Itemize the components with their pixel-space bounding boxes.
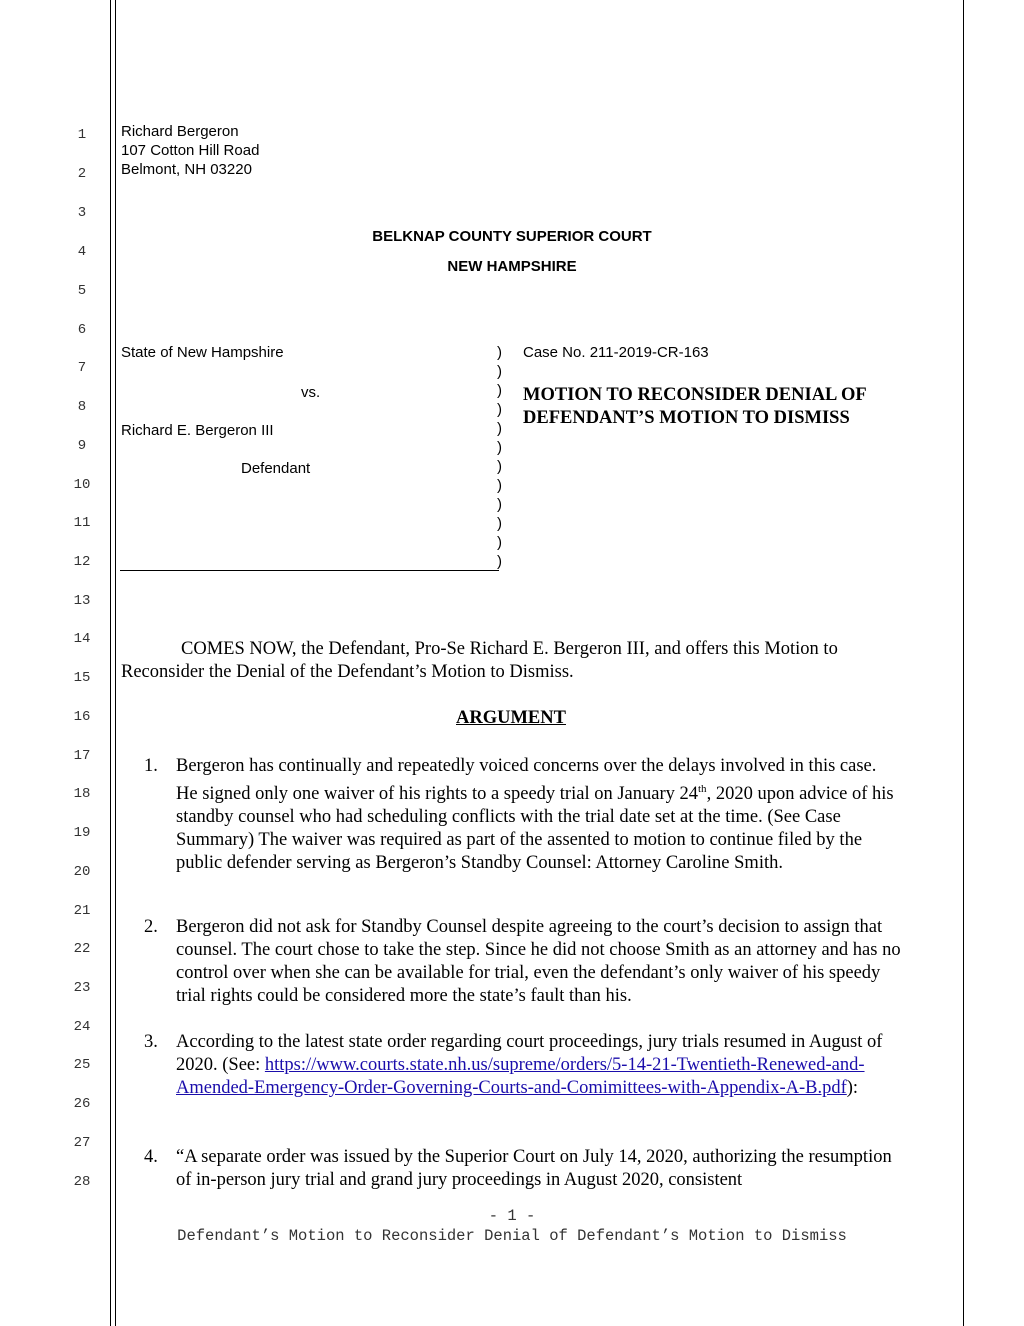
- defendant-role: Defendant: [241, 460, 311, 477]
- margin-rule-right: [963, 0, 964, 1326]
- caption-paren: ): [497, 534, 502, 551]
- line-number: 13: [73, 593, 91, 609]
- line-number: 21: [73, 903, 91, 919]
- case-number: Case No. 211-2019-CR-163: [523, 344, 709, 361]
- caption-underline: [120, 570, 499, 571]
- line-number: 12: [73, 554, 91, 570]
- argument-item-3: [122, 1031, 902, 1100]
- sender-street: 107 Cotton Hill Road: [121, 142, 260, 159]
- intro-paragraph: [121, 638, 921, 684]
- line-number: 20: [73, 864, 91, 880]
- argument-item-1: [122, 755, 902, 875]
- sender-address: [121, 122, 259, 179]
- argument-item-4: [122, 1146, 902, 1192]
- line-number: 24: [73, 1019, 91, 1035]
- intro-line2: Reconsider the Denial of the Defendant’s Motion to Dismiss.: [121, 662, 574, 682]
- margin-rule-left-outer: [110, 0, 111, 1326]
- line-number: 25: [73, 1057, 91, 1073]
- item-number: 2.: [144, 917, 158, 937]
- caption-paren: ): [497, 477, 502, 494]
- line-number: 27: [73, 1135, 91, 1151]
- page-number: - 1 -: [488, 1207, 536, 1225]
- line-number: 4: [77, 244, 87, 260]
- sender-name: Richard Bergeron: [121, 123, 239, 140]
- plaintiff-name: State of New Hampshire: [121, 344, 284, 361]
- item-number: 4.: [144, 1147, 158, 1167]
- sender-city: Belmont, NH 03220: [121, 161, 252, 178]
- motion-title: [523, 384, 867, 430]
- line-number: 15: [73, 670, 91, 686]
- line-number: 9: [77, 438, 87, 454]
- line-number: 19: [73, 825, 91, 841]
- argument-item-2: [122, 916, 902, 1008]
- caption-paren: ): [497, 496, 502, 513]
- motion-title-line2: DEFENDANT’S MOTION TO DISMISS: [523, 408, 850, 428]
- footer-title: Defendant’s Motion to Reconsider Denial of Defendant’s Motion to Dismiss: [177, 1227, 847, 1245]
- line-number: 18: [73, 786, 91, 802]
- argument-heading: ARGUMENT: [456, 708, 566, 728]
- line-number: 1: [77, 127, 87, 143]
- line-number: 22: [73, 941, 91, 957]
- caption-paren: ): [497, 420, 502, 437]
- item-number: 3.: [144, 1032, 158, 1052]
- line-number: 10: [73, 477, 91, 493]
- line-number: 2: [77, 166, 87, 182]
- line-number: 28: [73, 1174, 91, 1190]
- line-number: 7: [77, 360, 87, 376]
- caption-paren: ): [497, 458, 502, 475]
- caption-paren: ): [497, 382, 502, 399]
- item-number: 1.: [144, 756, 158, 776]
- line-number: 16: [73, 709, 91, 725]
- line-number: 14: [73, 631, 91, 647]
- motion-title-line1: MOTION TO RECONSIDER DENIAL OF: [523, 385, 867, 405]
- line-number: 3: [77, 205, 87, 221]
- item-text: “A separate order was issued by the Superior Court on July 14, 2020, authorizing the resumption of in-person jury trial and grand jury proceedings in August 2020, consistent: [176, 1147, 892, 1190]
- court-state: NEW HAMPSHIRE: [447, 258, 577, 275]
- line-number: 17: [73, 748, 91, 764]
- line-number: 23: [73, 980, 91, 996]
- line-number: 26: [73, 1096, 91, 1112]
- emergency-order-link[interactable]: https://www.courts.state.nh.us/supreme/orders/5-14-21-Twentieth-Renewed-and-Amended-Emergency-Order-Governing-Courts-and-Comimittees-with-Appendix-A-B.pdf: [176, 1055, 865, 1098]
- caption-paren: ): [497, 344, 502, 361]
- caption-paren: ): [497, 401, 502, 418]
- item-text: According to the latest state order regarding court proceedings, jury trials resumed in August of 2020. (See: https://www.courts.state.nh.us/supreme/orders/5-14-21-Twentieth-Renewed-and-Amended-Emergency-Order-Governing-Courts-and-Comimittees-with-Appendix-A-B.pdf):: [176, 1032, 883, 1098]
- defendant-name: Richard E. Bergeron III: [121, 422, 274, 439]
- margin-rule-left-inner: [115, 0, 116, 1326]
- caption-paren: ): [497, 515, 502, 532]
- intro-line1: COMES NOW, the Defendant, Pro-Se Richard E. Bergeron III, and offers this Motion to: [181, 639, 838, 659]
- line-number: 11: [73, 515, 91, 531]
- court-name: BELKNAP COUNTY SUPERIOR COURT: [372, 228, 652, 245]
- item-text: Bergeron has continually and repeatedly voiced concerns over the delays involved in this case. He signed only one waiver of his rights to a speedy trial on January 24th, 2020 upon advice of his standby counsel who had scheduling conflicts with the trial date set at the time. (See Case Summary) The waiver was required as part of the assented to motion to continue filed by the public defender serving as Bergeron’s Standby Counsel: Attorney Caroline Smith.: [176, 756, 894, 874]
- caption-paren: ): [497, 553, 502, 570]
- ordinal-superscript: th: [698, 783, 707, 795]
- caption-paren: ): [497, 363, 502, 380]
- line-number: 6: [77, 322, 87, 338]
- item-text: Bergeron did not ask for Standby Counsel despite agreeing to the court’s decision to assign that counsel. The court chose to take the step. Since he did not choose Smith as an attorney and has no control over when she can be available for trial, even the defendant’s only waiver of his speedy trial rights could be considered more the state’s fault than his.: [176, 917, 901, 1006]
- line-number: 5: [77, 283, 87, 299]
- caption-paren: ): [497, 439, 502, 456]
- line-number: 8: [77, 399, 87, 415]
- versus-label: vs.: [301, 384, 321, 401]
